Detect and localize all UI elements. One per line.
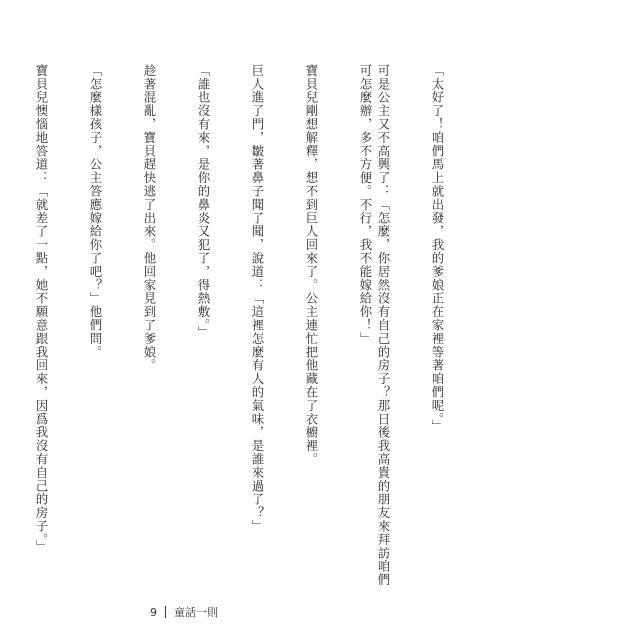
paragraph: 巨人進了門，皺著鼻子聞了聞，說道：「這裡怎麼有人的氣味，是誰來過了？」: [250, 64, 265, 533]
paragraph: 「誰也沒有來，是你的鼻炎又犯了，得熱敷。」: [196, 64, 211, 340]
footer-divider: [165, 606, 166, 618]
page-footer: [150, 604, 218, 620]
paragraph: 「太好了！咱們馬上就出發，我的爹娘正在家裡等著咱們呢。」: [430, 64, 445, 433]
page-number: 9: [150, 605, 157, 619]
paragraph: 寶貝兒剛想解釋，想不到巨人回來了。公主連忙把他藏在了衣櫥裡。: [304, 64, 319, 466]
paragraph: 寶貝兒懊惱地答道：「就差了一點，她不願意跟我回來，因爲我沒有自己的房子。」: [34, 64, 49, 554]
body-text: [0, 64, 482, 594]
paragraph: 「怎麼樣孩子，公主答應嫁給你了吧？」他們問。: [88, 64, 103, 359]
paragraph: 趁著混亂，寶貝趕快逃了出來。他回家見到了爹娘。: [142, 64, 157, 373]
paragraph: 可是公主又不高興了：「怎麼，你居然沒有自己的房子？那日後我高貴的朋友來拜訪咱們可怎麼辦，多不方便。不行，我不能嫁給你！」: [358, 64, 391, 587]
chapter-title: 童話一則: [174, 606, 218, 619]
